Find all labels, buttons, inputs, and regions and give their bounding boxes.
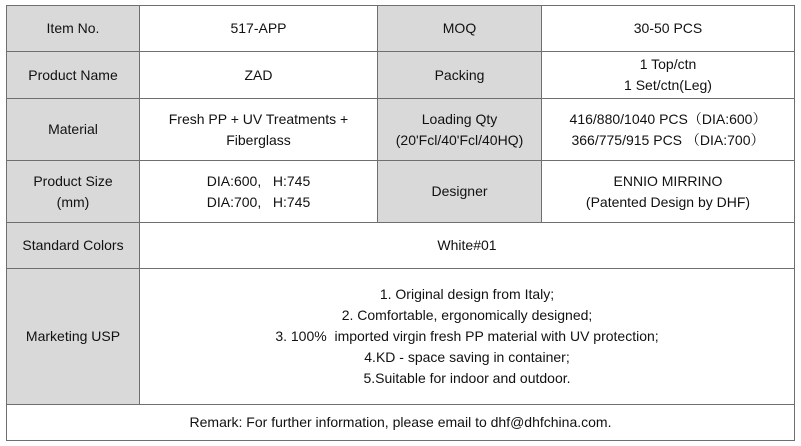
usp-item: 3. 100% imported virgin fresh PP material with UV protection;	[275, 328, 659, 344]
material-line: Fresh PP + UV Treatments +	[168, 110, 349, 127]
usp-item: 4.KD - space saving in container;	[364, 349, 570, 365]
item-no-label: Item No.	[7, 6, 140, 52]
moq-label: MOQ	[378, 6, 542, 52]
row-product-name	[7, 52, 795, 99]
row-standard-colors	[7, 223, 795, 269]
product-size-label-line: (mm)	[56, 193, 90, 210]
row-item-no	[7, 6, 795, 52]
product-size-label-line: Product Size	[33, 172, 113, 189]
usp-item: 2. Comfortable, ergonomically designed;	[341, 307, 593, 323]
designer-line: (Patented Design by DHF)	[585, 193, 751, 210]
designer-value	[542, 161, 795, 223]
loading-qty-value-line: 416/880/1040 PCS（DIA:600）	[569, 110, 767, 127]
marketing-usp-label: Marketing USP	[7, 269, 140, 405]
row-product-size	[7, 161, 795, 223]
standard-colors-value: White#01	[140, 223, 795, 269]
designer-line: ENNIO MIRRINO	[613, 172, 723, 189]
marketing-usp-list	[140, 269, 795, 405]
product-name-label: Product Name	[7, 52, 140, 99]
packing-value	[542, 52, 795, 99]
remark-text: Remark: For further information, please email to dhf@dhfchina.com.	[7, 405, 795, 441]
item-no-value: 517-APP	[140, 6, 378, 52]
loading-qty-line: (20'Fcl/40'Fcl/40HQ)	[395, 131, 524, 148]
row-marketing-usp	[7, 269, 795, 405]
usp-item: 5.Suitable for indoor and outdoor.	[363, 370, 571, 386]
product-size-line: DIA:600, H:745	[206, 172, 311, 189]
packing-label: Packing	[378, 52, 542, 99]
loading-qty-value	[542, 99, 795, 161]
product-size-label	[7, 161, 140, 223]
row-material	[7, 99, 795, 161]
material-line: Fiberglass	[226, 131, 291, 148]
standard-colors-label: Standard Colors	[7, 223, 140, 269]
packing-line: 1 Top/ctn	[639, 56, 697, 72]
material-value	[140, 99, 378, 161]
moq-value: 30-50 PCS	[542, 6, 795, 52]
loading-qty-value-line: 366/775/915 PCS （DIA:700）	[571, 131, 765, 148]
loading-qty-label	[378, 99, 542, 161]
product-size-value	[140, 161, 378, 223]
loading-qty-line: Loading Qty	[421, 110, 498, 127]
row-remark	[7, 405, 795, 441]
usp-item: 1. Original design from Italy;	[379, 286, 555, 302]
designer-label: Designer	[378, 161, 542, 223]
spec-table	[6, 5, 795, 441]
product-name-value: ZAD	[140, 52, 378, 99]
material-label: Material	[7, 99, 140, 161]
packing-line: 1 Set/ctn(Leg)	[624, 77, 712, 93]
product-size-line: DIA:700, H:745	[206, 193, 311, 210]
